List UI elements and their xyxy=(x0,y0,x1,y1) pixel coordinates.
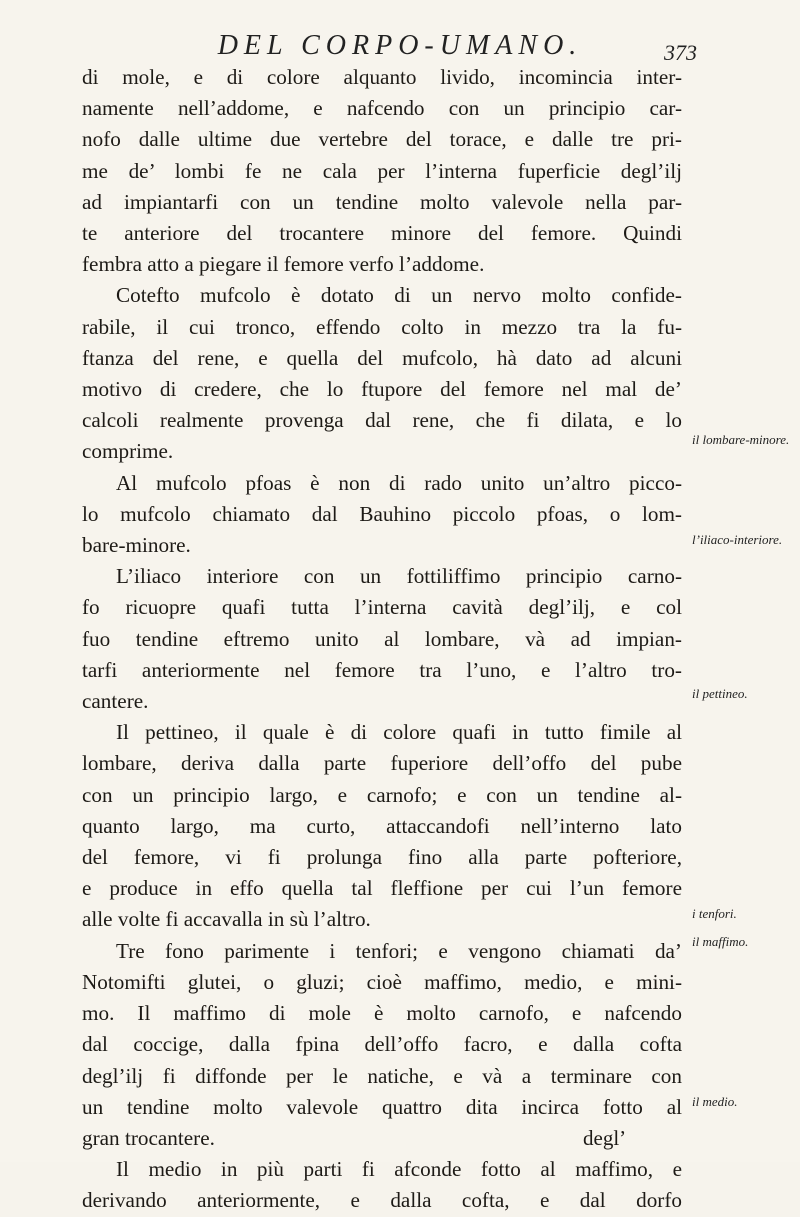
text-line: calcoli realmente provenga dal rene, che fi dilata, e lo xyxy=(82,408,682,433)
text-line: me de’ lombi fe ne cala per l’interna fuperficie degl’ilj xyxy=(82,158,682,183)
page-number: 373 xyxy=(664,40,697,65)
paragraph-7 xyxy=(82,1154,682,1216)
text-line: Il pettineo, il quale è di colore quafi in tutto fimile al xyxy=(116,720,682,745)
text-line: namente nell’addome, e nafcendo con un principio car- xyxy=(82,96,682,121)
margin-note-pettineo: il pettineo. xyxy=(692,686,748,701)
text-line: Notomifti glutei, o gluzi; cioè maffimo, medio, e mini- xyxy=(82,969,682,994)
text-line: fo ricuopre quafi tutta l’interna cavità degl’ilj, e col xyxy=(82,595,682,620)
body-text xyxy=(82,62,682,1217)
text-line: bare-minore. xyxy=(82,533,191,558)
text-line: dal coccige, dalla fpina dell’offo facro, e dalla cofta xyxy=(82,1032,682,1057)
text-line: tarfi anteriormente nel femore tra l’uno, e l’altro tro- xyxy=(82,657,682,682)
text-line: e produce in effo quella tal fleffione per cui l’un femore xyxy=(82,876,682,901)
margin-note-maffimo: il maffimo. xyxy=(692,934,749,949)
margin-note-lombare-minore: il lombare-minore. xyxy=(692,432,790,447)
text-line: un tendine molto valevole quattro dita incirca fotto al xyxy=(82,1094,682,1119)
paragraph-1 xyxy=(82,62,682,280)
text-line: di mole, e di colore alquanto livido, incomincia inter- xyxy=(82,65,682,89)
text-line: ad impiantarfi con un tendine molto valevole nella par- xyxy=(82,189,682,214)
paragraph-2 xyxy=(82,280,682,467)
text-line: alle volte fi accavalla in sù l’altro. xyxy=(82,907,371,932)
text-line: rabile, il cui tronco, effendo colto in mezzo tra la fu- xyxy=(82,314,682,339)
text-line: del femore, vi fi prolunga fino alla parte pofteriore, xyxy=(82,845,682,870)
margin-note-iliaco-interiore: l’iliaco-interiore. xyxy=(692,532,783,547)
text-line: quanto largo, ma curto, attaccandofi nell’interno lato xyxy=(82,813,682,838)
text-line: Al mufcolo pfoas è non di rado unito un’altro picco- xyxy=(116,470,682,495)
text-line: gran trocantere. xyxy=(82,1125,215,1150)
text-line: lo mufcolo chiamato dal Bauhino piccolo pfoas, o lom- xyxy=(82,501,682,526)
paragraph-6 xyxy=(82,936,682,1154)
margin-note-medio: il medio. xyxy=(692,1094,738,1109)
text-line: derivando anteriormente, e dalla cofta, e dal dorfo xyxy=(82,1188,682,1213)
text-line: con un principio largo, e carnofo; e con un tendine al- xyxy=(82,782,682,807)
text-line: comprime. xyxy=(82,439,174,464)
text-line: lombare, deriva dalla parte fuperiore dell’offo del pube xyxy=(82,751,682,776)
text-line: Il medio in più parti fi afconde fotto al maffimo, e xyxy=(116,1157,682,1182)
text-line: ftanza del rene, e quella del mufcolo, hà dato ad alcuni xyxy=(82,345,682,370)
text-line: nofo dalle ultime due vertebre del torace, e dalle tre pri- xyxy=(82,127,682,152)
paragraph-4 xyxy=(82,561,682,717)
text-line: te anteriore del trocantere minore del femore. Quindi xyxy=(82,221,682,246)
paragraph-5 xyxy=(82,717,682,935)
text-line: mo. Il maffimo di mole è molto carnofo, e nafcendo xyxy=(82,1001,682,1026)
paragraph-3 xyxy=(82,468,682,562)
margin-note-tenfori: i tenfori. xyxy=(692,906,737,921)
text-line: Cotefto mufcolo è dotato di un nervo molto confide- xyxy=(116,283,682,308)
running-title: DEL CORPO-UMANO. xyxy=(217,30,583,61)
catchword: degl’ xyxy=(583,1126,627,1150)
text-line: L’iliaco interiore con un fottiliffimo principio carno- xyxy=(116,564,682,589)
text-line: Tre fono parimente i tenfori; e vengono chiamati da’ xyxy=(116,938,682,963)
text-line: fuo tendine eftremo unito al lombare, và ad impian- xyxy=(82,626,682,651)
text-line: degl’ilj fi diffonde per le natiche, e và a terminare con xyxy=(82,1063,682,1088)
text-line: motivo di credere, che lo ftupore del femore nel mal de’ xyxy=(82,377,682,402)
text-line: fembra atto a piegare il femore verfo l’addome. xyxy=(82,252,485,277)
text-line: cantere. xyxy=(82,689,149,714)
